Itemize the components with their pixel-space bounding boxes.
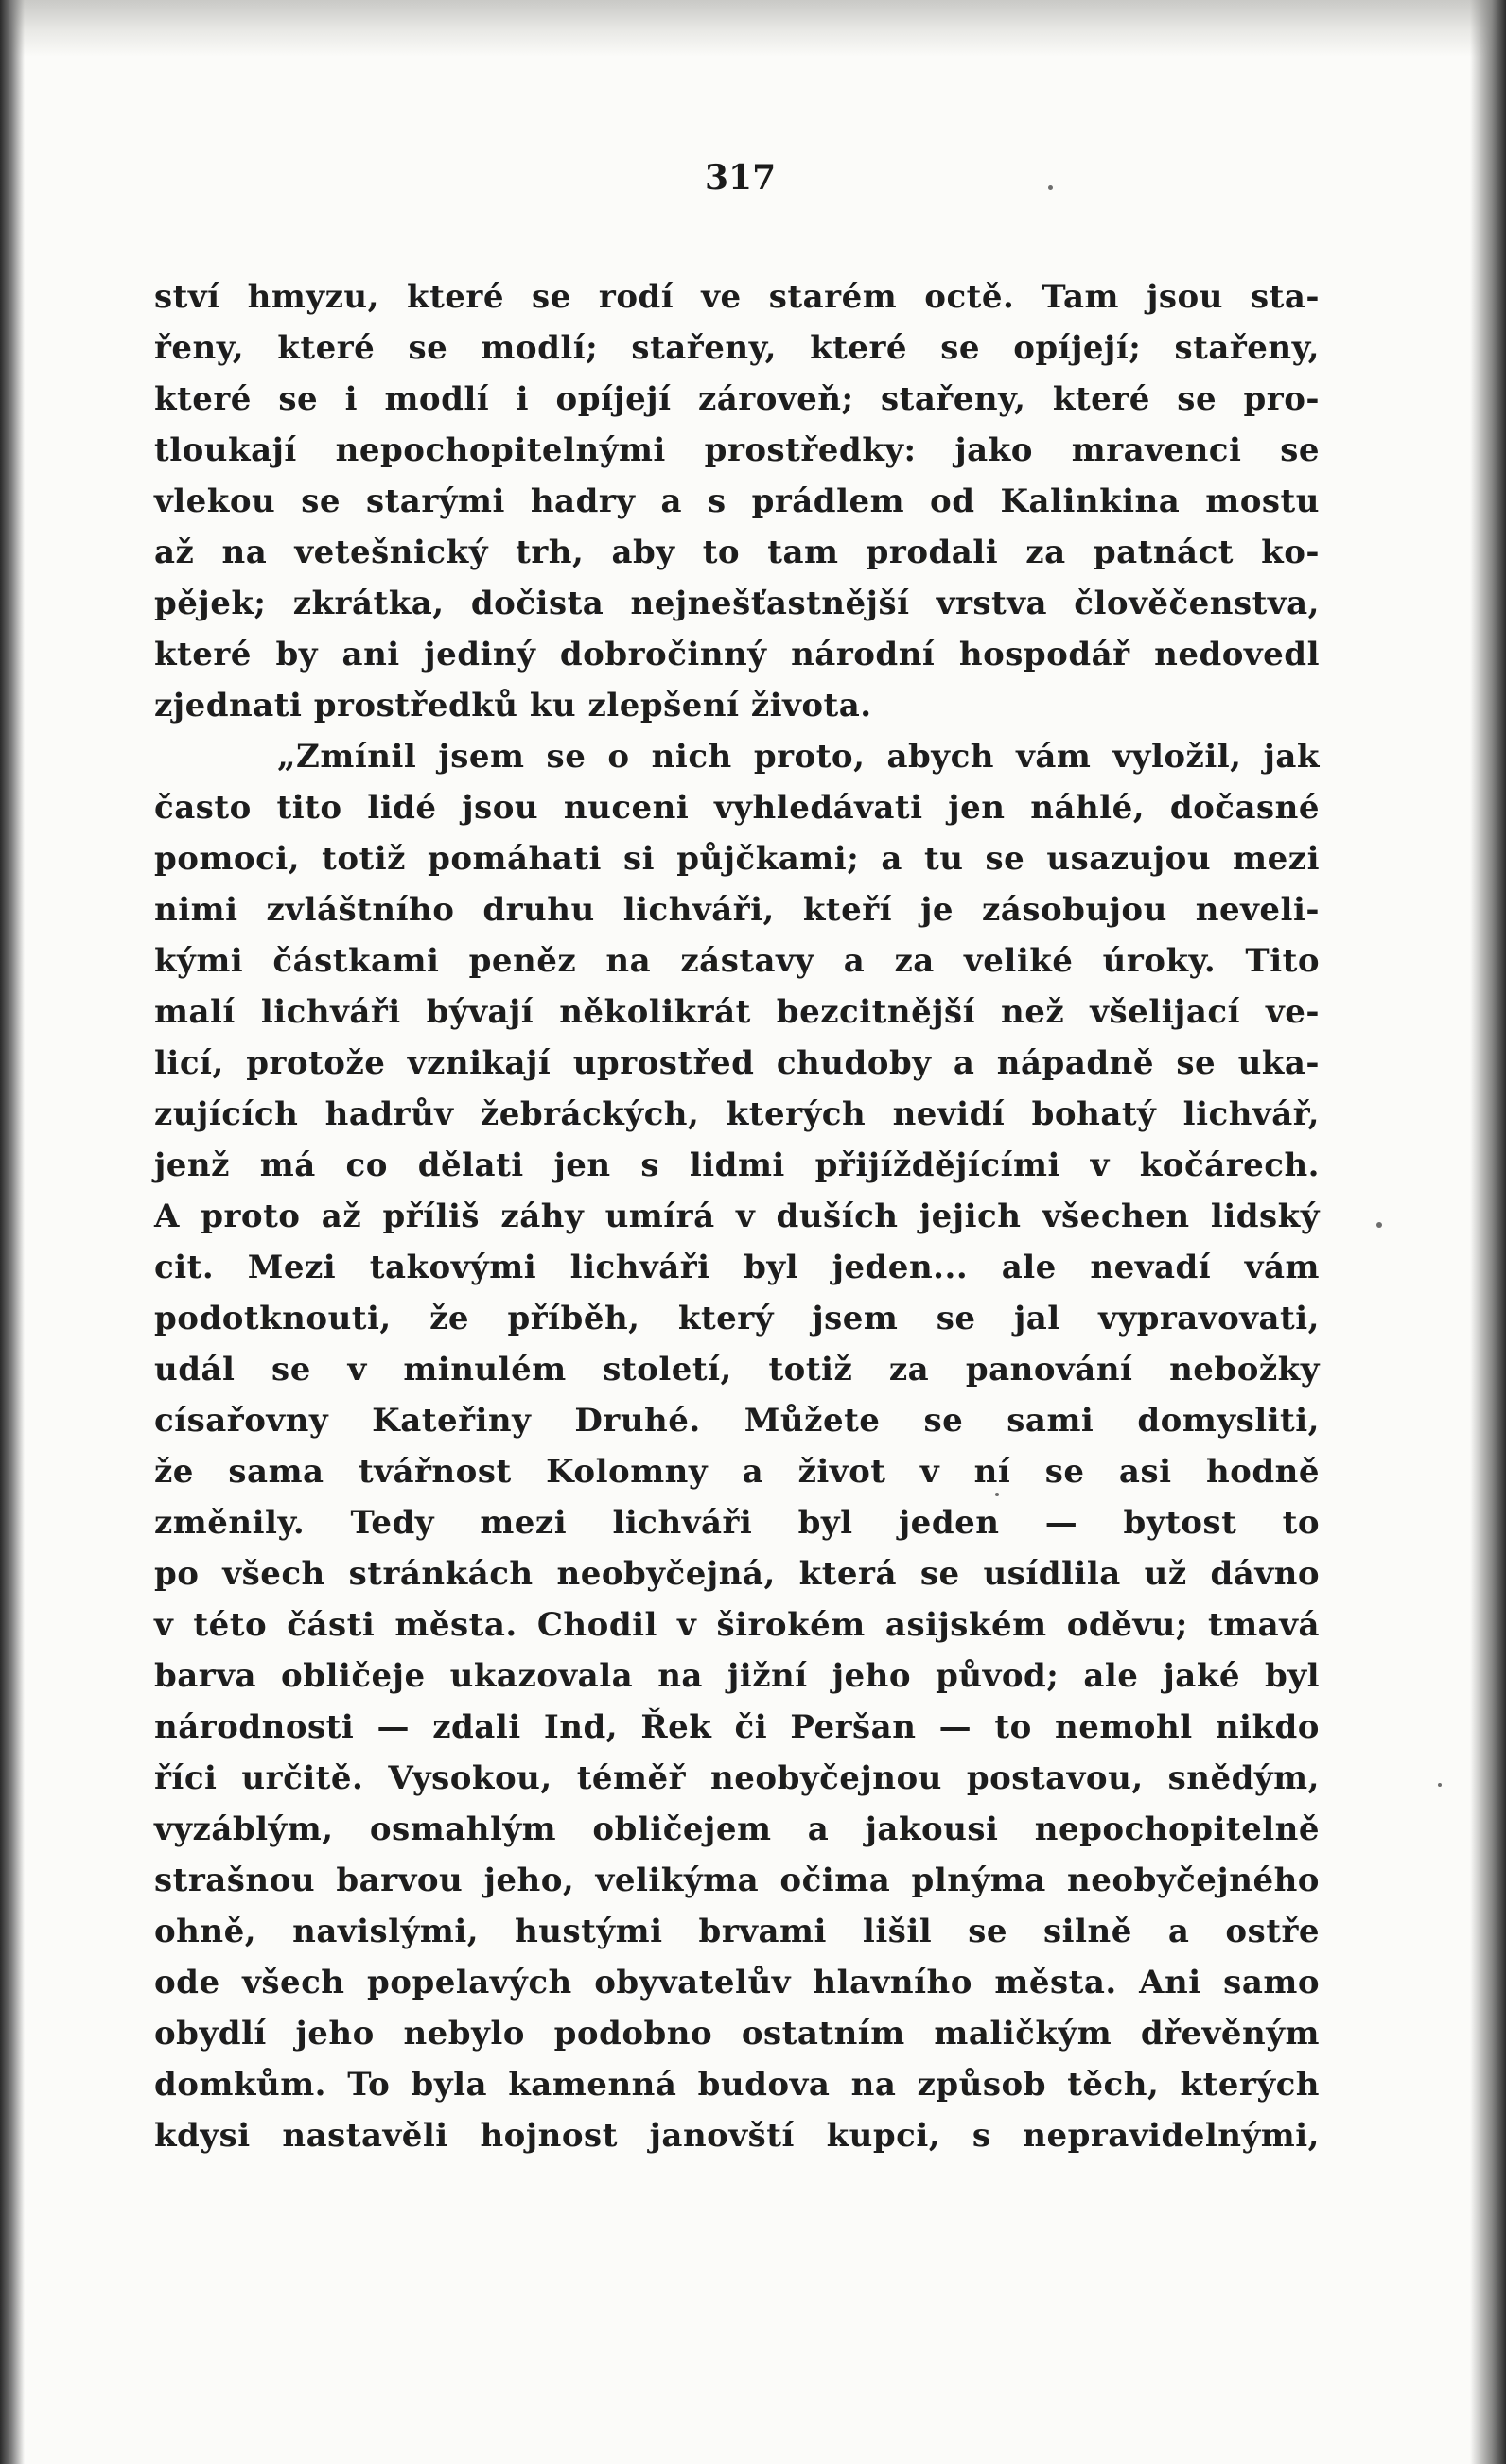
text-line: domkům. To byla kamenná budova na způsob těch, kterých [154,2066,1320,2104]
page-number: 317 [705,158,777,198]
text-line: změnily. Tedy mezi lichváři byl jeden — bytost to [154,1504,1320,1542]
text-line: národnosti — zdali Ind, Řek či Peršan — to nemohl nikdo [154,1708,1320,1746]
text-line: A proto až příliš záhy umírá v duších jejich všechen lidský [154,1197,1320,1235]
text-line: pomoci, totiž pomáhati si půjčkami; a tu se usazujou mezi [154,840,1320,878]
text-line: malí lichváři bývají několikrát bezcitnější než všelijací ve- [154,993,1320,1031]
text-line: zujících hadrův žebráckých, kterých nevidí bohatý lichvář, [154,1095,1320,1133]
page-text [154,271,1320,2161]
text-line: kdysi nastavěli hojnost janovští kupci, s nepravidelnými, [154,2117,1320,2155]
paper-speck [1376,1222,1382,1228]
text-line: ohně, navislými, hustými brvami lišil se silně a ostře [154,1913,1320,1950]
text-line: „Zmínil jsem se o nich proto, abych vám vyložil, jak [277,738,1320,776]
text-line: kými částkami peněz na zástavy a za veliké úroky. Tito [154,942,1320,980]
text-line: cit. Mezi takovými lichváři byl jeden... ale nevadí vám [154,1249,1320,1286]
text-line: barva obličeje ukazovala na jižní jeho původ; ale jaké byl [154,1657,1320,1695]
text-line: říci určitě. Vysokou, téměř neobyčejnou postavou, snědým, [154,1759,1320,1797]
text-line: často tito lidé jsou nuceni vyhledávati jen náhlé, dočasné [154,789,1320,827]
text-line: že sama tvářnost Kolomny a život v ní se asi hodně [154,1453,1320,1491]
text-line: udál se v minulém století, totiž za panování nebožky [154,1351,1320,1389]
text-line: tloukají nepochopitelnými prostředky: jako mravenci se [154,431,1320,469]
text-line: licí, protože vznikají uprostřed chudoby a nápadně se uka- [154,1044,1320,1082]
text-line: které se i modlí i opíjejí zároveň; stařeny, které se pro- [154,380,1320,418]
text-line: nimi zvláštního druhu lichváři, kteří je zásobujou neveli- [154,891,1320,929]
page-right-edge [1470,0,1506,2464]
text-line: podotknouti, že příběh, který jsem se jal vypravovati, [154,1300,1320,1337]
paper-speck [1048,185,1053,190]
text-line: které by ani jediný dobročinný národní hospodář nedovedl [154,636,1320,673]
text-line: v této části města. Chodil v širokém asijském oděvu; tmavá [154,1606,1320,1644]
page-left-edge [0,0,25,2464]
text-line: až na vetešnický trh, aby to tam prodali za patnáct ko- [154,533,1320,571]
text-line: císařovny Kateřiny Druhé. Můžete se sami domysliti, [154,1402,1320,1440]
text-line: vyzáblým, osmahlým obličejem a jakousi nepochopitelně [154,1810,1320,1848]
text-line: ství hmyzu, které se rodí ve starém octě. Tam jsou sta- [154,278,1320,316]
text-line: jenž má co dělati jen s lidmi přijíždějícími v kočárech. [154,1146,1320,1184]
text-line: řeny, které se modlí; stařeny, které se opíjejí; stařeny, [154,329,1320,367]
text-line: strašnou barvou jeho, velikýma očima plnýma neobyčejného [154,1861,1320,1899]
text-line: vlekou se starými hadry a s prádlem od Kalinkina mostu [154,482,1320,520]
text-line: ode všech popelavých obyvatelův hlavního města. Ani samo [154,1964,1320,2001]
text-line: zjednati prostředků ku zlepšení života. [154,687,872,725]
text-line: pějek; zkrátka, dočista nejnešťastnější vrstva člověčenstva, [154,585,1320,622]
text-line: obydlí jeho nebylo podobno ostatním maličkým dřevěným [154,2015,1320,2053]
text-line: po všech stránkách neobyčejná, která se usídlila už dávno [154,1555,1320,1593]
paper-speck [1438,1783,1442,1787]
page-top-shadow [0,0,1506,57]
